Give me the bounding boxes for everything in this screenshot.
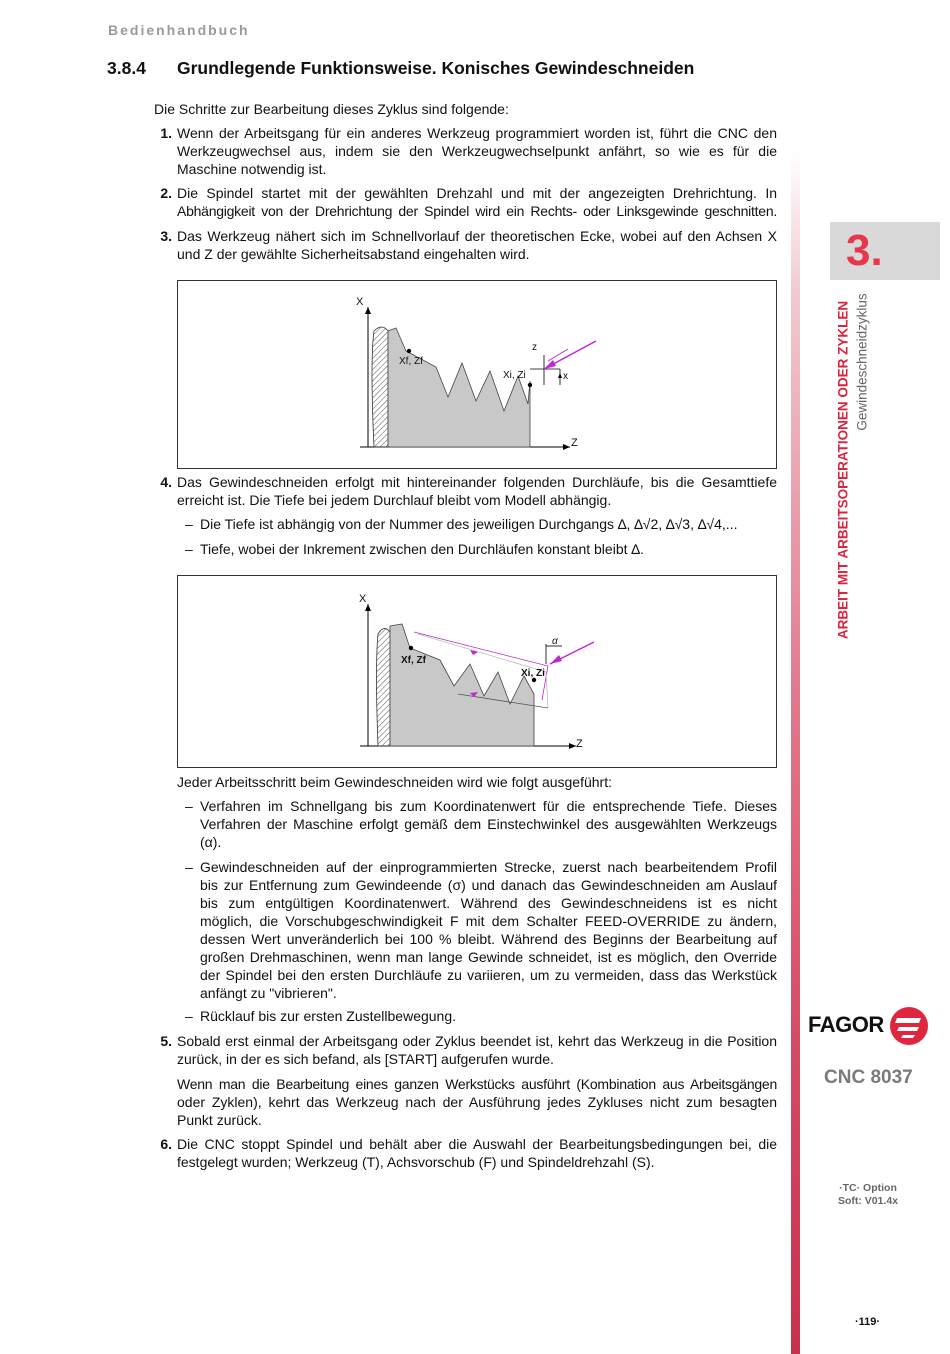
step-number: 5. bbox=[160, 1033, 172, 1049]
step-text: Das Gewindeschneiden erfolgt mit hintereinander folgenden Durchläufe, bis die Gesamttiefe erreicht ist. Die Tiefe bei jedem Durchlauf bleibt vom Modell abhängig. bbox=[177, 474, 777, 508]
diagram1-z-distance-label: z bbox=[532, 342, 537, 353]
diagram2-alpha-label: α bbox=[552, 636, 558, 647]
option-label: ·TC· Option bbox=[839, 1182, 897, 1194]
diagram2-final-point-label: Xf, Zf bbox=[401, 655, 426, 666]
step-text: Das Werkzeug nähert sich im Schnellvorlauf der theoretischen Ecke, wobei auf den Achsen X und Z der gewählte Sicherheitsabstand eingehalten wird. bbox=[177, 228, 777, 262]
bullet-dash: – bbox=[185, 859, 193, 875]
bullet-text: Rücklauf bis zur ersten Zustellbewegung. bbox=[200, 1008, 457, 1024]
bullet-text: Verfahren im Schnellgang bis zum Koordinatenwert für die entsprechende Tiefe. Dieses Verfahren der Maschine erfolgt gemäß dem Einstechwinkel des ausgewählten Werkzeugs (α). bbox=[200, 798, 777, 850]
bullet-dash: – bbox=[185, 798, 193, 814]
step-number: 3. bbox=[160, 228, 172, 244]
diagram1-initial-point-label: Xi, Zi bbox=[503, 370, 526, 381]
chuck-jaw bbox=[372, 327, 388, 447]
step-text: Wenn der Arbeitsgang für ein anderes Werkzeug programmiert worden ist, führt die CNC den Werkzeugwechsel aus, indem sie den Werkzeugwechselpunkt anfährt, so wie es für die Maschine notwendig ist. bbox=[177, 125, 777, 177]
diagram1-final-point-label: Xf, Zf bbox=[399, 356, 423, 367]
step-text: Die CNC stoppt Spindel und behält aber die Auswahl der Bearbeitungsbedingungen bei, die festgelegt wurden; Werkzeug (T), Achsvorschub (F) und Spindeldrehzahl (S). bbox=[177, 1136, 777, 1170]
step-number: 2. bbox=[160, 185, 172, 201]
section-title: Grundlegende Funktionsweise. Konisches Gewindeschneiden bbox=[177, 58, 695, 78]
intro-text: Die Schritte zur Bearbeitung dieses Zyklus sind folgende: bbox=[154, 101, 509, 117]
step5-extra-text: Wenn man die Bearbeitung eines ganzen Werkstücks ausführt (Kombination aus Arbeitsgängen oder Zyklen), kehrt das Werkzeug nach der Ausführung jedes Zykluses nicht zum besagten Punkt zurück. bbox=[177, 1076, 777, 1128]
step-text: Sobald erst einmal der Arbeitsgang oder Zyklus beendet ist, kehrt das Werkzeug in die Position zurück, in der es sich befand, als [START] aufgerufen wurde. bbox=[177, 1033, 777, 1067]
section-number: 3.8.4 bbox=[107, 58, 146, 78]
bullet-text: Gewindeschneiden auf der einprogrammierten Strecke, zuerst nach bearbeitendem Profil bis zur Entfernung zum Gewindeende (σ) und danach das Gewindeschneiden am Auslauf bis zum entgültigen Koordinatenwert. Während des Gewindeschneidens ist es nicht möglich, die Vorschubgeschwindigkeit F mit dem Schalter FEED-OVERRIDE zu ändern, dessen Wert unveränderlich bei 100 % bleibt. Während des Beginns der Bearbeitung auf großen Drehmaschinen, wenn man lange Gewinde schneidet, ist es möglich, den Override der Spindel bei den ersten Durchläufe zu variieren, um zu vermeiden, dass das Werkstück anfängt zu "vibrieren". bbox=[200, 859, 777, 1001]
diagram2-initial-point-label: Xi, Zi bbox=[521, 668, 545, 679]
bullet-dash: – bbox=[185, 541, 193, 557]
bullet-dash: – bbox=[185, 1008, 193, 1024]
diagram2-axis-x-label: X bbox=[359, 593, 367, 605]
chapter-subtitle: Gewindeschneidzyklus bbox=[854, 293, 870, 431]
bullet-dash: – bbox=[185, 516, 193, 532]
step-number: 6. bbox=[160, 1136, 172, 1152]
threading-approach-diagram bbox=[177, 280, 777, 469]
diagram2-axis-z-label: Z bbox=[576, 738, 583, 750]
workpiece-profile bbox=[388, 328, 530, 447]
diagram1-axis-z-label: Z bbox=[571, 437, 578, 449]
running-header: Bedienhandbuch bbox=[108, 22, 250, 38]
page-number: ·119· bbox=[855, 1316, 881, 1328]
software-version: Soft: V01.4x bbox=[837, 1195, 899, 1207]
fagor-logo-icon bbox=[889, 1006, 929, 1051]
model-name: CNC 8037 bbox=[824, 1067, 913, 1088]
bullet-text: Die Tiefe ist abhängig von der Nummer des jeweiligen Durchgangs ∆, ∆√2, ∆√3, ∆√4,... bbox=[200, 516, 738, 532]
bullet-text: Tiefe, wobei der Inkrement zwischen den Durchläufen konstant bleibt ∆. bbox=[200, 541, 644, 557]
each-step-intro: Jeder Arbeitsschritt beim Gewindeschneiden wird wie folgt ausgeführt: bbox=[177, 774, 612, 790]
chapter-number: 3. bbox=[846, 226, 883, 275]
step-number: 1. bbox=[160, 125, 172, 141]
brand-name: FAGOR bbox=[808, 1012, 884, 1037]
step-text: Die Spindel startet mit der gewählten Drehzahl und mit der angezeigten Drehrichtung. In Abhängigkeit von der Drehrichtung der Spindel wird ein Rechts- oder Linksgewinde geschnitten. bbox=[177, 185, 777, 219]
step-number: 4. bbox=[160, 474, 172, 490]
diagram1-x-distance-label: x bbox=[563, 371, 568, 382]
threading-passes-diagram bbox=[177, 575, 777, 768]
diagram1-axis-x-label: X bbox=[356, 296, 364, 308]
sidebar-gradient-bar bbox=[791, 150, 800, 1354]
chapter-title: ARBEIT MIT ARBEITSOPERATIONEN ODER ZYKLEN bbox=[835, 300, 851, 640]
workpiece-profile bbox=[390, 624, 534, 746]
